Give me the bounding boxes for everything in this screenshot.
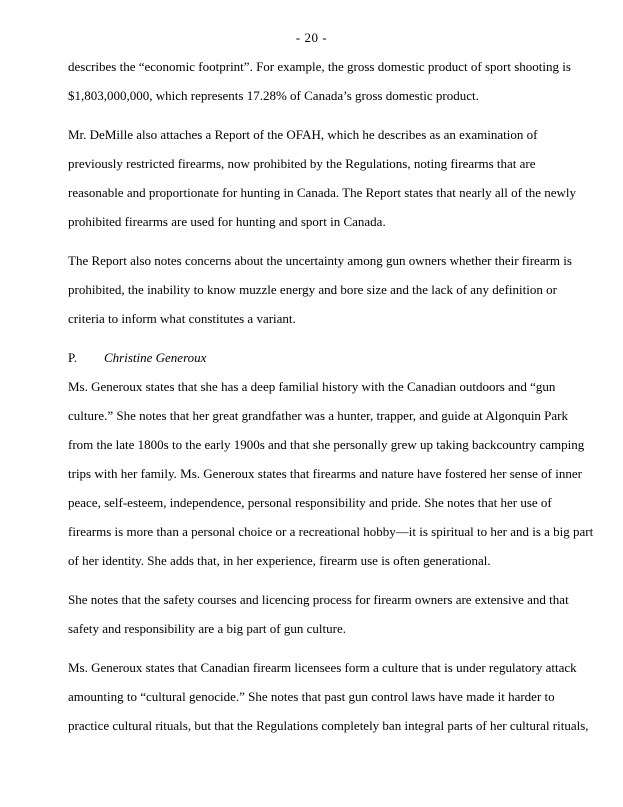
text-line: peace, self-esteem, independence, personal responsibility and pride. She notes that her use of xyxy=(68,495,552,510)
section-heading-title: Christine Generoux xyxy=(104,350,207,365)
section-heading xyxy=(68,343,565,372)
document-body xyxy=(68,52,594,740)
text-line: safety and responsibility are a big part of gun culture. xyxy=(68,621,346,636)
text-line: from the late 1800s to the early 1900s and that she personally grew up taking backcountry camping xyxy=(68,437,585,452)
text-line: amounting to “cultural genocide.” She notes that past gun control laws have made it harder to xyxy=(68,689,555,704)
text-line: prohibited, the inability to know muzzle energy and bore size and the lack of any definition or xyxy=(68,282,557,297)
paragraph xyxy=(68,372,594,575)
text-line: She notes that the safety courses and licencing process for firearm owners are extensive and that xyxy=(68,592,569,607)
page-number: - 20 - xyxy=(295,30,328,45)
paragraph xyxy=(68,585,569,643)
text-line: culture.” She notes that her great grandfather was a hunter, trapper, and guide at Algonquin Park xyxy=(68,408,569,423)
text-line: trips with her family. Ms. Generoux states that firearms and nature have fostered her sense of inner xyxy=(68,466,582,481)
text-line: previously restricted firearms, now prohibited by the Regulations, noting firearms that are xyxy=(68,156,536,171)
section-heading-label: P. xyxy=(68,350,78,365)
paragraph xyxy=(68,246,572,333)
text-line: firearms is more than a personal choice or a recreational hobby—it is spiritual to her and is a big part xyxy=(68,524,594,539)
text-line: reasonable and proportionate for hunting in Canada. The Report states that nearly all of the newly xyxy=(68,185,577,200)
text-line: $1,803,000,000, which represents 17.28% of Canada’s gross domestic product. xyxy=(68,88,479,103)
text-line: describes the “economic footprint”. For example, the gross domestic product of sport shooting is xyxy=(68,59,571,74)
text-line: The Report also notes concerns about the uncertainty among gun owners whether their firearm is xyxy=(68,253,572,268)
text-line: Mr. DeMille also attaches a Report of the OFAH, which he describes as an examination of xyxy=(68,127,538,142)
paragraph xyxy=(68,52,571,110)
paragraph xyxy=(68,653,589,740)
text-line: Ms. Generoux states that Canadian firearm licensees form a culture that is under regulatory attack xyxy=(68,660,577,675)
text-line: prohibited firearms are used for hunting and sport in Canada. xyxy=(68,214,386,229)
text-line: criteria to inform what constitutes a variant. xyxy=(68,311,296,326)
text-line: practice cultural rituals, but that the Regulations completely ban integral parts of her cultural rituals, xyxy=(68,718,589,733)
text-line: of her identity. She adds that, in her experience, firearm use is often generational. xyxy=(68,553,491,568)
paragraph xyxy=(68,120,577,236)
text-line: Ms. Generoux states that she has a deep familial history with the Canadian outdoors and “gun xyxy=(68,379,556,394)
